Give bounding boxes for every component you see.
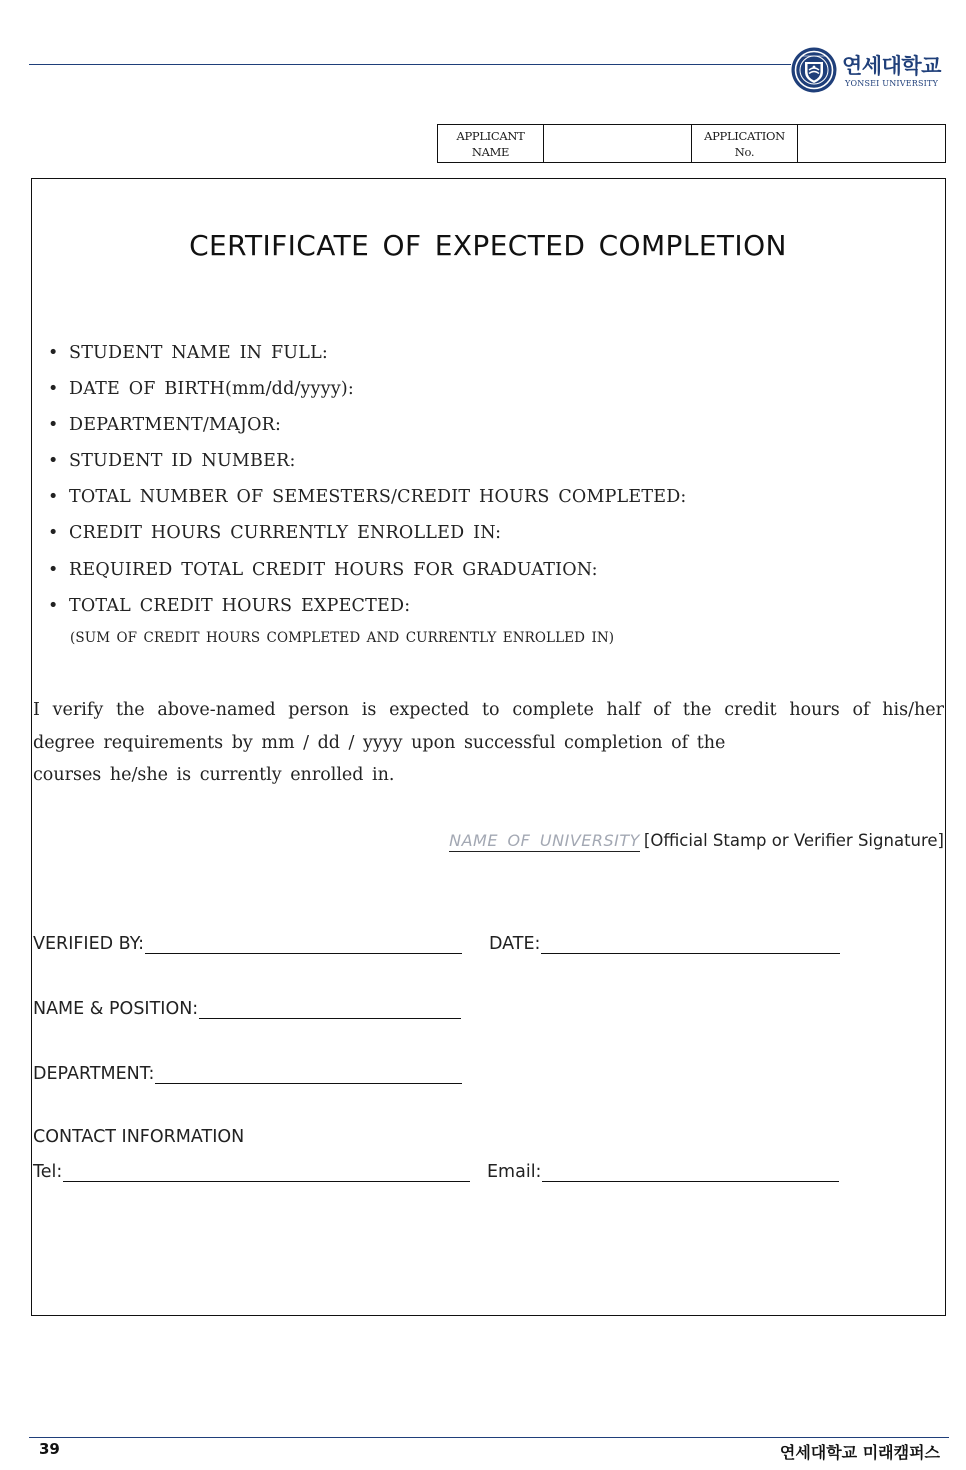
field-student-name[interactable] <box>48 340 687 376</box>
applicant-label-line1: APPLICANT <box>456 128 525 143</box>
tel-label: Tel: <box>33 1162 63 1182</box>
application-label-line1: APPLICATION <box>704 128 785 143</box>
verification-line-3: courses he/she is currently enrolled in. <box>33 765 395 785</box>
application-number-field[interactable] <box>798 125 945 162</box>
tel-field[interactable] <box>63 1161 470 1182</box>
student-field-list <box>48 340 687 629</box>
name-position-field[interactable] <box>199 998 461 1019</box>
field-department-major[interactable] <box>48 412 687 448</box>
bullet-icon: • <box>48 343 59 363</box>
university-seal-icon <box>790 46 838 94</box>
name-position-row <box>33 998 461 1019</box>
field-credits-expected[interactable] <box>48 593 687 629</box>
verification-line-1: I verify the above-named person is expected to complete half of the credit hours of his/her <box>33 700 944 720</box>
logo-korean-wordmark: 연세대학교 <box>842 54 941 78</box>
page-number: 39 <box>39 1440 60 1458</box>
date-label: DATE: <box>489 934 541 954</box>
field-student-id[interactable] <box>48 448 687 484</box>
name-position-label: NAME & POSITION: <box>33 999 199 1019</box>
email-row <box>487 1161 839 1182</box>
department-label: DEPARTMENT: <box>33 1064 155 1084</box>
field-label: REQUIRED TOTAL CREDIT HOURS FOR GRADUATION: <box>69 559 598 580</box>
verification-statement <box>33 694 944 792</box>
application-number-label <box>692 125 798 162</box>
verified-by-field[interactable] <box>145 933 462 954</box>
footer-rule <box>29 1437 949 1438</box>
contact-information-heading: CONTACT INFORMATION <box>33 1127 245 1147</box>
university-name-field[interactable]: NAME OF UNIVERSITY <box>449 831 640 850</box>
official-stamp-line <box>449 831 944 852</box>
bullet-icon: • <box>48 595 59 616</box>
applicant-name-field[interactable] <box>544 125 692 162</box>
email-field[interactable] <box>542 1161 839 1182</box>
footer-campus-name: 연세대학교 미래캠퍼스 <box>779 1443 940 1462</box>
tel-row <box>33 1161 470 1182</box>
field-label: DATE OF BIRTH(mm/dd/yyyy): <box>69 379 355 400</box>
field-date-of-birth[interactable] <box>48 376 687 412</box>
date-row <box>489 933 840 954</box>
field-credits-required[interactable] <box>48 557 687 593</box>
field-label: DEPARTMENT/MAJOR: <box>69 415 282 436</box>
stamp-label: [Official Stamp or Verifier Signature] <box>643 831 944 850</box>
credits-expected-note: (SUM OF CREDIT HOURS COMPLETED AND CURRENTLY ENROLLED IN) <box>70 630 615 646</box>
field-credits-enrolled[interactable] <box>48 520 687 556</box>
bullet-icon: • <box>48 451 59 472</box>
field-label: STUDENT ID NUMBER: <box>69 451 296 472</box>
applicant-name-label <box>438 125 544 162</box>
field-label: TOTAL NUMBER OF SEMESTERS/CREDIT HOURS COMPLETED: <box>69 487 687 508</box>
bullet-icon: • <box>48 415 59 436</box>
bullet-icon: • <box>48 523 59 544</box>
application-info-table <box>437 124 946 163</box>
verified-by-label: VERIFIED BY: <box>33 934 144 954</box>
bullet-icon: • <box>48 559 59 580</box>
verified-by-row <box>33 933 462 954</box>
bullet-icon: • <box>48 487 59 508</box>
email-label: Email: <box>487 1162 542 1182</box>
application-label-line2: No. <box>734 144 755 159</box>
field-semesters-completed[interactable] <box>48 484 687 520</box>
date-field[interactable] <box>541 933 840 954</box>
field-label: STUDENT NAME IN FULL: <box>69 343 328 363</box>
field-label: TOTAL CREDIT HOURS EXPECTED: <box>69 595 411 616</box>
applicant-label-line2: NAME <box>471 144 510 159</box>
department-row <box>33 1063 462 1084</box>
verification-line-2: degree requirements by mm / dd / yyyy upon successful completion of the <box>33 732 726 753</box>
certificate-title: CERTIFICATE OF EXPECTED COMPLETION <box>189 229 787 262</box>
bullet-icon: • <box>48 379 59 400</box>
university-logo <box>790 46 950 94</box>
department-field[interactable] <box>155 1063 462 1084</box>
header-rule <box>29 64 791 65</box>
field-label: CREDIT HOURS CURRENTLY ENROLLED IN: <box>69 523 502 544</box>
logo-english-wordmark: YONSEI UNIVERSITY <box>845 79 939 88</box>
